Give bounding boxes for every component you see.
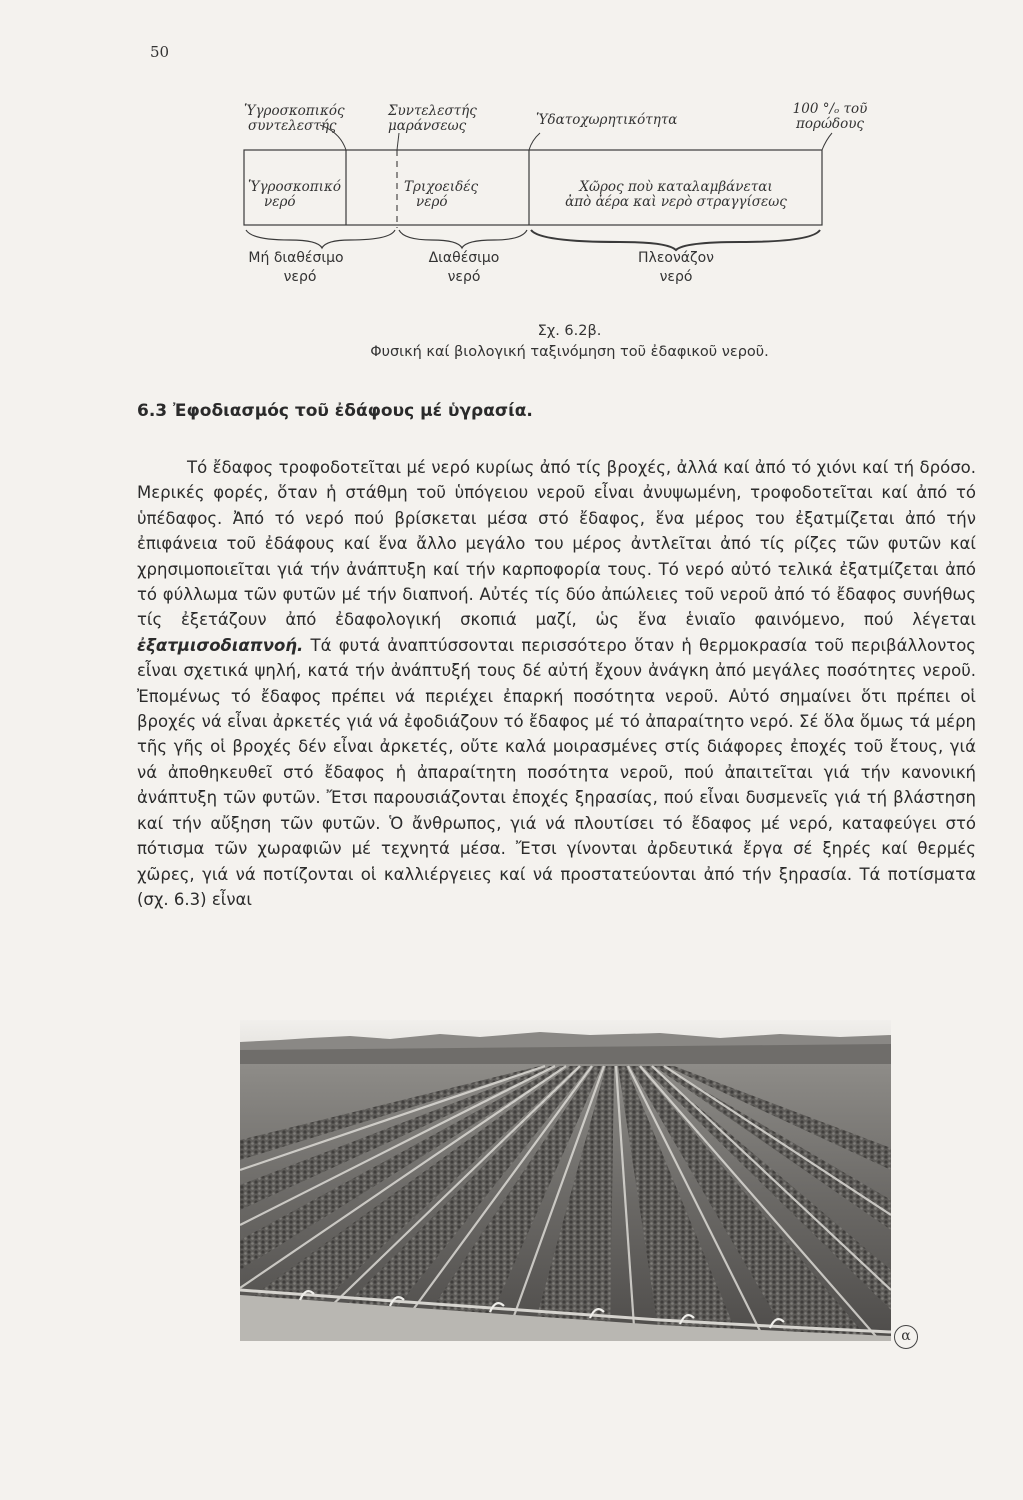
cell-hygroscopic-water: Ὑγροσκοπικό νερό bbox=[248, 179, 341, 210]
field-illustration bbox=[240, 1020, 891, 1341]
figure-number: Σχ. 6.2β. bbox=[537, 323, 602, 339]
leader-capacity bbox=[529, 133, 540, 150]
label-available-water: Διαθέσιμο νερό bbox=[428, 250, 500, 285]
section-title: 6.3 Ἐφοδιασμός τοῦ ἐδάφους μέ ὑγρασία. bbox=[137, 401, 533, 421]
photo-label: α bbox=[894, 1325, 918, 1349]
brace-excess bbox=[531, 230, 820, 250]
page-number: 50 bbox=[150, 43, 170, 61]
key-term: ἐξατμισοδιαπνοή. bbox=[137, 635, 304, 655]
paragraph-text-after-term: Τά φυτά ἀναπτύσσονται περισσότερο ὅταν ἡ θερμοκρασία τοῦ περιβάλλοντος εἶναι σχετικά ψηλή, κατά τήν ἀνάπτυξή τους δέ αὐτή ἔχουν ἀνάγκη ἀπό μεγάλες ποσότητες νεροῦ. Ἐπομένως τό ἔδαφος πρέπει νά περιέχει ἐπαρκή ποσότητα νεροῦ. Αὐτό σημαίνει ὅτι πρέπει οἱ βροχές νά εἶναι ἀρκετές γιά νά ἐφοδιάζουν τό ἔδαφος μέ τό ἀπαραίτητο νερό. Σέ ὅλα ὅμως τά μέρη τῆς γῆς οἱ βροχές δέν εἶναι ἀρκετές, οὔτε καλά μοιρασμένες στίς διάφορες ἐποχές τοῦ ἔτους, γιά νά ἀποθηκευθεῖ στό ἔδαφος ἡ ἀπαραίτητη ποσότητα νεροῦ, πού ἀπαιτεῖται γιά τήν κανονική ἀνάπτυξη τῶν φυτῶν. Ἔτσι παρουσιάζονται ἐποχές ξηρασίας, πού εἶναι δυσμενεῖς γιά τή βλάστηση καί τήν αὔξηση τῶν φυτῶν. Ὁ ἄνθρωπος, γιά νά πλουτίσει τό ἔδαφος μέ νερό, καταφεύγει στό πότισμα τῶν χωραφιῶν μέ τεχνητά μέσα. Ἔτσι γίνονται ἀρδευτικά ἔργα σέ ξηρές καί θερμές χῶρες, γιά νά ποτίζονται οἱ καλλιέργειες καί νά προστατεύονται ἀπό τήν ξηρασία. Τά ποτίσματα (σχ. 6.3) εἶναι bbox=[137, 635, 976, 909]
label-unavailable-water: Μή διαθέσιμο νερό bbox=[248, 250, 344, 285]
label-wilting-coefficient: Συντελεστής μαράνσεως bbox=[388, 103, 477, 134]
label-hygroscopic-coefficient: Ὑγροσκοπικός συντελεστής bbox=[244, 103, 345, 134]
label-total-porosity: 100 °/ₒ τοῦ πορώδους bbox=[792, 101, 868, 132]
label-excess-water: Πλεονάζον νερό bbox=[638, 250, 714, 285]
figure-caption: Φυσική καί βιολογική ταξινόμηση τοῦ ἐδαφικοῦ νεροῦ. bbox=[370, 344, 769, 360]
body-paragraph bbox=[137, 455, 976, 912]
cell-capillary-water: Τριχοειδές νερό bbox=[404, 179, 479, 210]
paragraph-text-before-term: Τό ἔδαφος τροφοδοτεῖται μέ νερό κυρίως ἀπό τίς βροχές, ἀλλά καί ἀπό τό χιόνι καί τή δρόσο. Μερικές φορές, ὅταν ἡ στάθμη τοῦ ὑπόγειου νεροῦ εἶναι ἀνυψωμένη, τροφοδοτεῖται καί ἀπό τό ὑπέδαφος. Ἀπό τό νερό πού βρίσκεται μέσα στό ἔδαφος, ἕνα μέρος του ἐξατμίζεται ἀπό τήν ἐπιφάνεια τοῦ ἐδάφους καί ἕνα ἄλλο μεγάλο του μέρος ἀντλεῖται ἀπό τίς ρίζες τῶν φυτῶν καί χρησιμοποιεῖται γιά τήν ἀνάπτυξη καί τήν καρποφορία τους. Τό νερό αὐτό τελικά ἐξατμίζεται ἀπό τό φύλλωμα τῶν φυτῶν μέ τήν διαπνοή. Αὐτές τίς δύο ἀπώλειες τοῦ νεροῦ ἀπό τό ἔδαφος συνήθως τίς ἐξετάζουν ἀπό ἐδαφολογική σκοπιά μαζί, ὡς ἕνα ἑνιαῖο φαινόμενο, πού λέγεται bbox=[137, 458, 976, 630]
leader-porosity bbox=[822, 133, 832, 150]
leader-wilting bbox=[397, 133, 399, 150]
label-water-holding-capacity: Ὑδατοχωρητικότητα bbox=[536, 112, 678, 128]
brace-unavailable bbox=[246, 230, 395, 248]
cell-air-drainage-space: Χῶρος ποὺ καταλαμβάνεται ἀπὸ ἀέρα καὶ νερὸ στραγγίσεως bbox=[565, 179, 787, 210]
brace-available bbox=[399, 230, 527, 248]
irrigated-field-photo bbox=[240, 1020, 891, 1341]
